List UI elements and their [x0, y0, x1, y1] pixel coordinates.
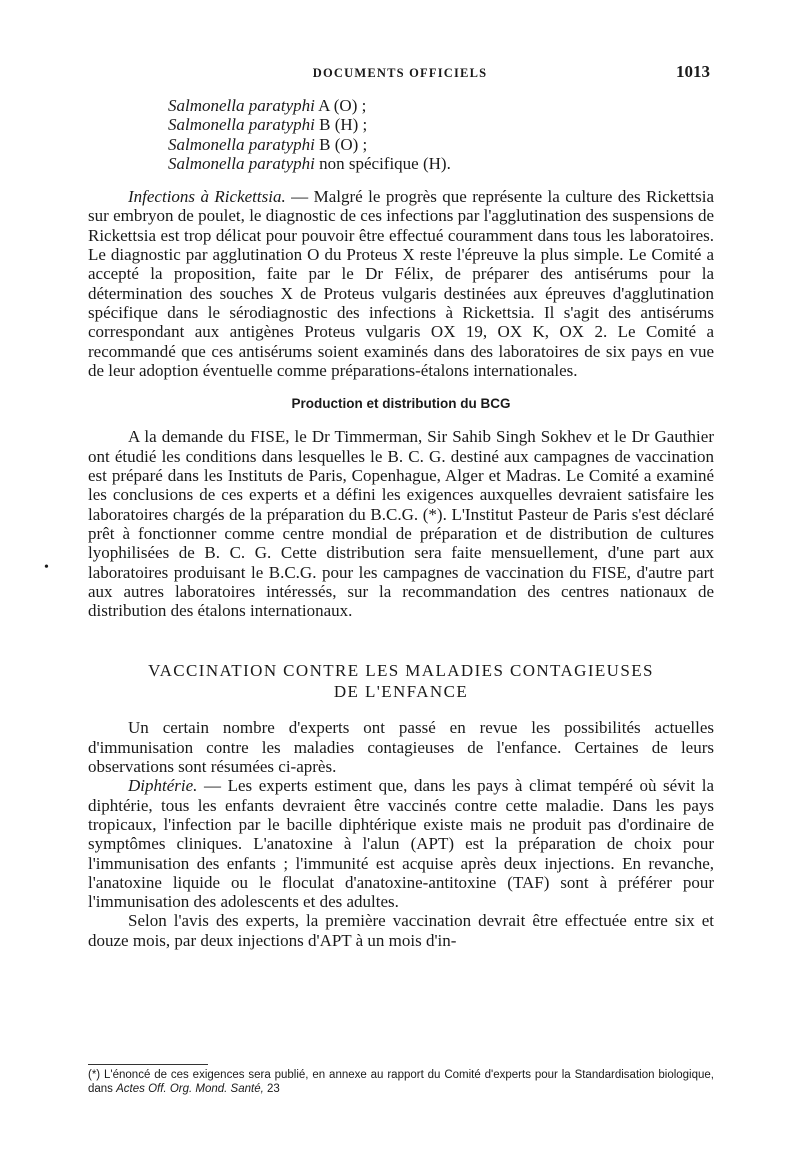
diphtheria-text: — Les experts estiment que, dans les pays à climat tempéré où sévit la diphtérie, tous les enfants devraient être vaccinés contre cette maladie. Dans les pays tropicaux, l'infection par le bacille diphtérique existe mais ne produit pas d'ordinaire de symptômes cliniques. L'anatoxine à l'alun (APT) est la préparation de choix pour l'immunisation des enfants ; l'immunité est acquise après deux injections. En revanche, l'anatoxine liquide ou le floculat d'anatoxine-antitoxine (TAF) sont à préférer pour l'immunisation des adolescents et des adultes.: [88, 776, 714, 912]
list-item: Salmonella paratyphi A (O) ;: [168, 96, 367, 115]
diphtheria-lead: Diphtérie.: [128, 776, 198, 796]
footnote-divider: [88, 1064, 208, 1065]
footnote-marker: (*): [88, 1069, 101, 1081]
rickettsia-lead: Infections à Rickettsia.: [128, 187, 286, 207]
vaccination-intro: Un certain nombre d'experts ont passé en revue les possibilités actuelles d'immunisation contre les maladies contagieuses de l'enfance. Certaines de leurs observations sont résumées ci-après.: [88, 718, 714, 777]
rickettsia-paragraph: [88, 187, 714, 380]
running-title: DOCUMENTS OFFICIELS: [312, 66, 488, 80]
footnote-volume: 23: [263, 1083, 280, 1095]
bcg-paragraph: A la demande du FISE, le Dr Timmerman, Sir Sahib Singh Sokhev et le Dr Gauthier ont étudié les conditions dans lesquelles le B. C. G. destiné aux campagnes de vaccination est préparé dans les Instituts de Paris, Copenhague, Alger et Madras. Le Comité a examiné les conclusions de ces experts et a défini les exigences auxquelles devraient satisfaire les laboratoires chargés de la préparation du B.C.G. (*). L'Institut Pasteur de Paris s'est déclaré prêt à fonctionner comme centre mondial de préparation et de distribution de cultures lyophilisées de B. C. G. Cette distribution sera faite mensuellement, d'une part aux laboratoires produisant le B.C.G. pour les campagnes de vaccination du FISE, d'autre part aux autres laboratoires intéressés, sur la recommandation des centres nationaux de distribution des étalons internationaux.: [88, 427, 714, 621]
list-item: Salmonella paratyphi B (H) ;: [168, 115, 368, 135]
list-item: Salmonella paratyphi B (O) ;: [168, 134, 368, 154]
vaccination-heading: [88, 660, 714, 702]
running-head: [90, 62, 710, 86]
footnote: [88, 1068, 714, 1096]
list-item: Salmonella paratyphi non spécifique (H).: [168, 153, 451, 173]
vaccination-heading-line1: VACCINATION CONTRE LES MALADIES CONTAGIEUSES: [148, 661, 654, 681]
diphtheria-paragraph: [88, 776, 714, 911]
footnote-journal: Actes Off. Org. Mond. Santé,: [116, 1083, 264, 1095]
bcg-heading: Production et distribution du BCG: [291, 396, 511, 412]
page-body: [88, 96, 714, 950]
footnote-text: L'énoncé de ces exigences sera publié, en annexe au rapport du Comité d'experts pour la Standardisation biologique, dans: [88, 1069, 714, 1095]
vaccination-schedule-paragraph: Selon l'avis des experts, la première vaccination devrait être effectuée entre six et douze mois, par deux injections d'APT à un mois d'in-: [88, 911, 714, 950]
species-list: [168, 96, 714, 173]
vaccination-heading-line2: DE L'ENFANCE: [333, 682, 469, 702]
margin-mark: •: [44, 560, 49, 575]
page-number: 1013: [676, 62, 710, 81]
rickettsia-text: — Malgré le progrès que représente la culture des Rickettsia sur embryon de poulet, le diagnostic de ces infections par l'agglutination des suspensions de Rickettsia est trop délicat pour pouvoir être effectué couramment dans tous les laboratoires. Le diagnostic par agglutination O du Proteus X reste l'épreuve la plus simple. Le Comité a accepté la proposition, faite par le Dr Félix, de préparer des antisérums pour la détermination des souches X de Proteus vulgaris destinées aux épreuves d'agglutination spécifique dans le sérodiagnostic des infections à Rickettsia. Il s'agit des antisérums correspondant aux antigènes Proteus vulgaris OX 19, OX K, OX 2. Le Comité a recommandé que ces antisérums soient examinés dans des laboratoires de six pays en vue de leur adoption éventuelle comme préparations-étalons internationales.: [88, 187, 715, 380]
